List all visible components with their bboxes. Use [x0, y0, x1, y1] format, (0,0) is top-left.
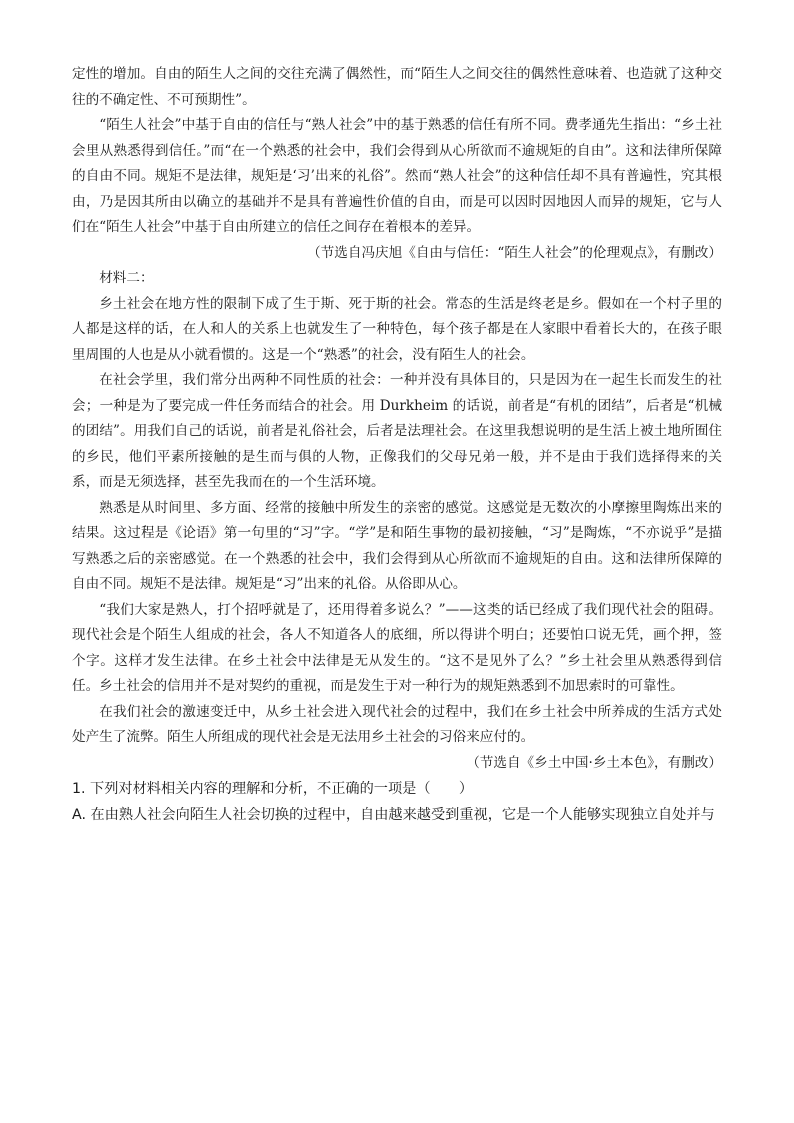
material2-paragraph-3: 熟悉是从时间里、多方面、经常的接触中所发生的亲密的感觉。这感觉是无数次的小摩擦里陶炼出来的结果。这过程是《论语》第一句里的“习”字。“学”是和陌生事物的最初接触，“习”是陶炼，“不亦说乎”是描写熟悉之后的亲密感觉。在一个熟悉的社会中，我们会得到从心所欲而不逾规矩的自由。这和法律所保障的自由不同。规矩不是法律。规矩是“习”出来的礼俗。从俗即从心。	[72, 499, 722, 592]
material1-paragraph-2: “陌生人社会”中基于自由的信任与“熟人社会”中的基于熟悉的信任有所不同。费孝通先生指出：“乡土社会里从熟悉得到信任。”而“在一个熟悉的社会中，我们会得到从心所欲而不逾规矩的自由”。这和法律所保障的自由不同。规矩不是法律，规矩是‘习’出来的礼俗”。然而“熟人社会”的这种信任却不具有普遍性，究其根由，乃是因其所由以确立的基础并不是具有普遍性价值的自由，而是可以因时因地因人而异的规矩，它与人们在“陌生人社会”中基于自由所建立的信任之间存在着根本的差异。	[72, 117, 722, 235]
document-page	[72, 62, 722, 828]
material2-paragraph-1: 乡土社会在地方性的限制下成了生于斯、死于斯的社会。常态的生活是终老是乡。假如在一个村子里的人都是这样的话，在人和人的关系上也就发生了一种特色，每个孩子都是在人家眼中看着长大的，在孩子眼里周围的人也是从小就看惯的。这是一个“熟悉”的社会，没有陌生人的社会。	[72, 295, 722, 363]
material2-paragraph-2: 在社会学里，我们常分出两种不同性质的社会：一种并没有具体目的，只是因为在一起生长而发生的社会；一种是为了要完成一件任务而结合的社会。用 Durkheim 的话说，前者是“有机的团结”，后者是“机械的团结”。用我们自己的话说，前者是礼俗社会，后者是法理社会。在这里我想说明的是生活上被土地所囿住的乡民，他们平素所接触的是生而与俱的人物，正像我们的父母兄弟一般，并不是由于我们选择得来的关系，而是无须选择，甚至先我而在的一个生活环境。	[72, 372, 722, 490]
material2-label: 材料二：	[99, 270, 154, 286]
material2-paragraph-5: 在我们社会的激速变迁中，从乡土社会进入现代社会的过程中，我们在乡土社会中所养成的生活方式处处产生了流弊。陌生人所组成的现代社会是无法用乡土社会的习俗来应付的。	[72, 703, 722, 745]
material2-paragraph-4: “我们大家是熟人，打个招呼就是了，还用得着多说么？”——这类的话已经成了我们现代社会的阻碍。现代社会是个陌生人组成的社会，各人不知道各人的底细，所以得讲个明白；还要怕口说无凭，画个押，签个字。这样才发生法律。在乡土社会中法律是无从发生的。“这不是见外了么？”乡土社会里从熟悉得到信任。乡土社会的信用并不是对契约的重视，而是发生于对一种行为的规矩熟悉到不加思索时的可靠性。	[72, 601, 722, 694]
question-1-stem: 1. 下列对材料相关内容的理解和分析，不正确的一项是（ ）	[72, 781, 474, 797]
question-1-option-a: A. 在由熟人社会向陌生人社会切换的过程中，自由越来越受到重视，它是一个人能够实现独立自处并与	[72, 807, 715, 823]
material2-source: （节选自《乡土中国·乡土本色》，有删改）	[466, 754, 722, 771]
material1-source: （节选自冯庆旭《自由与信任：“陌生人社会”的伦理观点》，有删改）	[307, 244, 722, 261]
material1-paragraph-continued: 定性的增加。自由的陌生人之间的交往充满了偶然性，而“陌生人之间交往的偶然性意味着、也造就了这种交往的不确定性、不可预期性”。	[72, 66, 722, 108]
